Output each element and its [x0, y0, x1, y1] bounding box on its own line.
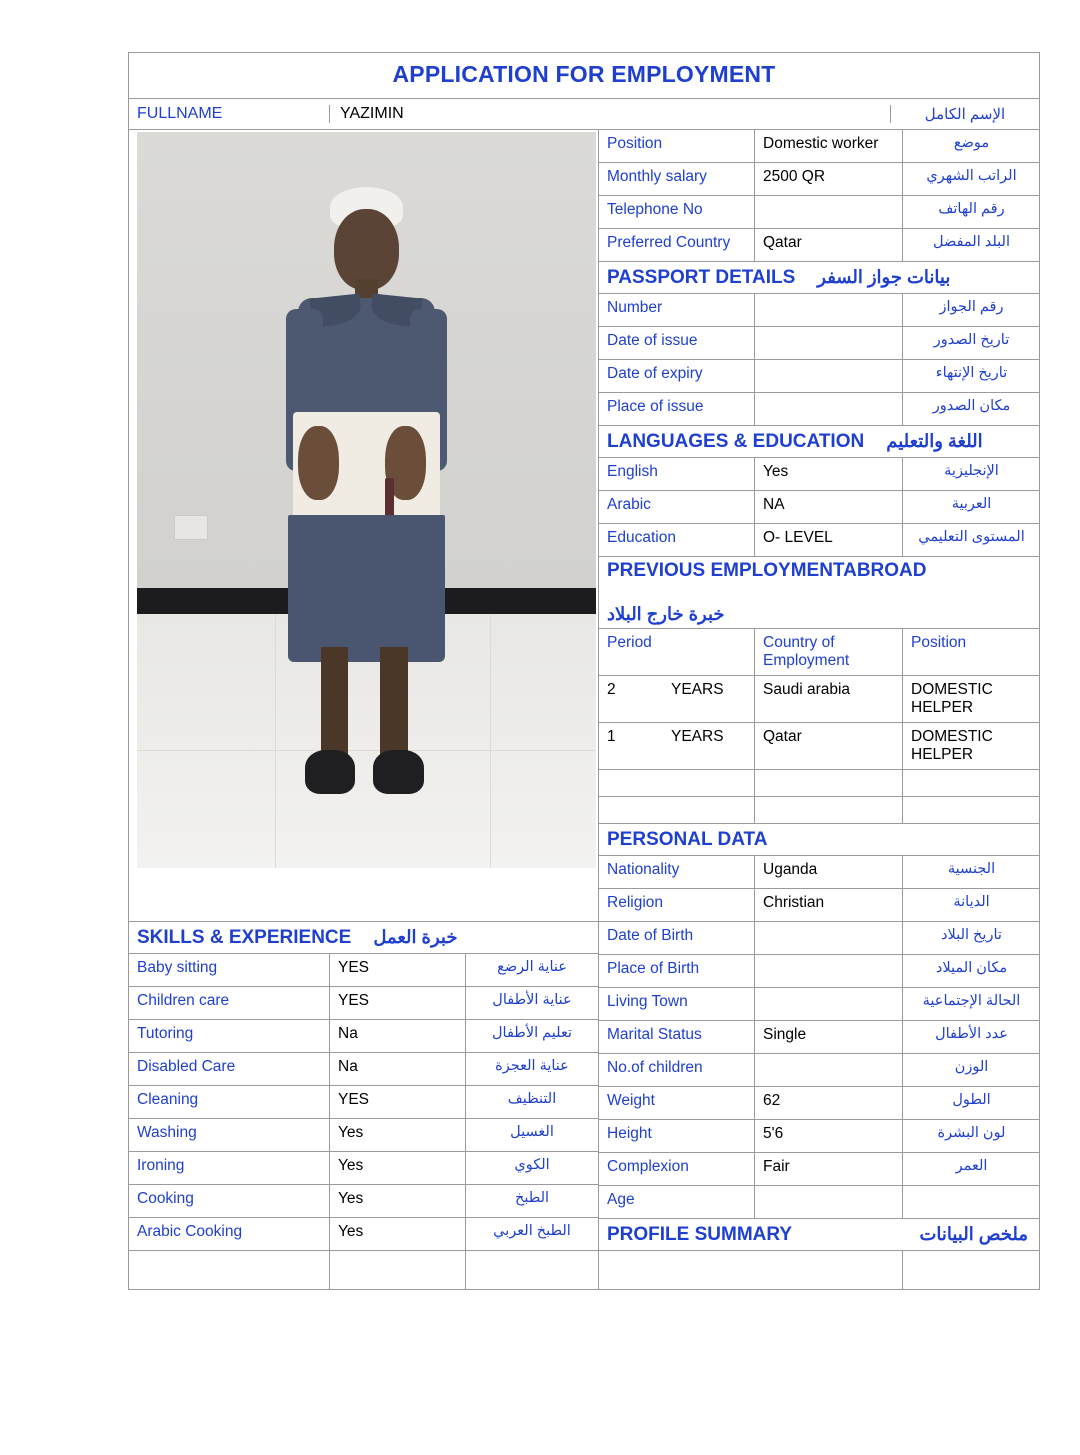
- dob-label: Date of Birth: [607, 927, 694, 944]
- arabic-value: NA: [754, 491, 902, 523]
- table-row: [599, 855, 1040, 888]
- marital-status-value: Single: [754, 1021, 902, 1053]
- profile-summary-heading-ar: ملخص البيانات: [919, 1224, 1028, 1244]
- profile-summary-body: [599, 1250, 1040, 1289]
- table-row: [129, 1184, 598, 1217]
- passport-expiry-label: Date of expiry: [607, 365, 703, 382]
- passport-place-value: [754, 393, 902, 425]
- table-row: [599, 293, 1040, 326]
- position-value: Domestic worker: [754, 130, 902, 162]
- table-row: [129, 1085, 598, 1118]
- education-label-arabic: المستوى التعليمي: [902, 524, 1040, 556]
- skill-label-arabic: التنظيف: [465, 1086, 598, 1118]
- skill-label: Children care: [137, 992, 230, 1009]
- marital-status-label-arabic: عدد الأطفال: [902, 1021, 1040, 1053]
- application-form: [128, 52, 1040, 1290]
- salary-value: 2500 QR: [754, 163, 902, 195]
- marital-status-label: Marital Status: [607, 1026, 702, 1043]
- profile-summary-heading-en: PROFILE SUMMARY: [607, 1223, 793, 1245]
- skill-label: Cooking: [137, 1190, 194, 1207]
- complexion-label-arabic: العمر: [902, 1153, 1040, 1185]
- passport-place-label-arabic: مكان الصدور: [902, 393, 1040, 425]
- telephone-label: Telephone No: [607, 201, 703, 218]
- fullname-label: FULLNAME: [137, 105, 223, 122]
- table-row: [599, 987, 1040, 1020]
- employment-heading-en: PREVIOUS EMPLOYMENTABROAD: [607, 560, 927, 581]
- preferred-country-label: Preferred Country: [607, 234, 731, 251]
- table-row: [599, 1185, 1040, 1218]
- skills-section-heading: [129, 921, 598, 953]
- skill-label-arabic: عناية الرضع: [465, 954, 598, 986]
- dob-value: [754, 922, 902, 954]
- skill-value: Yes: [329, 1218, 465, 1250]
- right-column: [599, 130, 1040, 1289]
- fullname-value: YAZIMIN: [329, 105, 891, 123]
- table-row: [599, 490, 1040, 523]
- passport-expiry-value: [754, 360, 902, 392]
- skill-value: Yes: [329, 1119, 465, 1151]
- skill-label: Washing: [137, 1124, 197, 1141]
- skills-heading-en: SKILLS & EXPERIENCE: [137, 926, 352, 948]
- english-label-arabic: الإنجليزية: [902, 458, 1040, 490]
- english-value: Yes: [754, 458, 902, 490]
- employment-period-unit: YEARS: [671, 681, 724, 698]
- pob-label-arabic: مكان الميلاد: [902, 955, 1040, 987]
- salary-label: Monthly salary: [607, 168, 707, 185]
- living-town-value: [754, 988, 902, 1020]
- employment-period-number: 1: [607, 728, 616, 745]
- arabic-label-arabic: العربية: [902, 491, 1040, 523]
- table-row: [129, 1052, 598, 1085]
- living-town-label-arabic: الحالة الإجتماعية: [902, 988, 1040, 1020]
- children-label-arabic: الوزن: [902, 1054, 1040, 1086]
- religion-label: Religion: [607, 894, 664, 911]
- table-row: [599, 1086, 1040, 1119]
- skill-label-arabic: عناية العجزة: [465, 1053, 598, 1085]
- table-row: [129, 1217, 598, 1250]
- passport-heading-ar: بيانات جواز السفر: [817, 267, 951, 287]
- education-value: O- LEVEL: [754, 524, 902, 556]
- fullname-label-arabic: الإسم الكامل: [924, 106, 1006, 123]
- employment-header-row: [599, 628, 1040, 675]
- employment-period-number: [599, 797, 663, 823]
- skill-label: Baby sitting: [137, 959, 218, 976]
- pob-value: [754, 955, 902, 987]
- profile-summary-heading: [599, 1218, 1040, 1250]
- skill-value: YES: [329, 1086, 465, 1118]
- employment-position: [902, 770, 1040, 796]
- passport-section-heading: [599, 261, 1040, 293]
- skill-value: YES: [329, 954, 465, 986]
- table-row: [599, 326, 1040, 359]
- height-label: Height: [607, 1125, 652, 1142]
- skill-label-arabic: الطبخ: [465, 1185, 598, 1217]
- table-row: [599, 675, 1040, 722]
- passport-number-label: Number: [607, 299, 663, 316]
- employment-section-heading: [599, 556, 1040, 628]
- employment-heading-ar: خبرة خارج البلاد: [607, 604, 725, 624]
- telephone-value: [754, 196, 902, 228]
- employment-country: [754, 770, 902, 796]
- skill-label-arabic: الكوي: [465, 1152, 598, 1184]
- living-town-label: Living Town: [607, 993, 688, 1010]
- age-label-arabic: [902, 1186, 1040, 1218]
- skill-value: Na: [329, 1053, 465, 1085]
- column-header-country: Country of Employment: [754, 629, 902, 675]
- table-row: [599, 162, 1040, 195]
- employment-period-unit: [663, 797, 754, 823]
- complexion-value: Fair: [754, 1153, 902, 1185]
- employment-position: DOMESTIC HELPER: [902, 723, 1040, 769]
- weight-label: Weight: [607, 1092, 655, 1109]
- complexion-label: Complexion: [607, 1158, 689, 1175]
- table-row: [129, 1118, 598, 1151]
- table-row: [129, 1019, 598, 1052]
- table-row: [599, 888, 1040, 921]
- nationality-label: Nationality: [607, 861, 680, 878]
- preferred-country-label-arabic: البلد المفضل: [902, 229, 1040, 261]
- height-value: 5'6: [754, 1120, 902, 1152]
- religion-value: Christian: [754, 889, 902, 921]
- education-label: Education: [607, 529, 676, 546]
- skill-label: Cleaning: [137, 1091, 199, 1108]
- skill-value: Yes: [329, 1152, 465, 1184]
- table-row: [599, 195, 1040, 228]
- weight-value: 62: [754, 1087, 902, 1119]
- languages-heading-ar: اللغة والتعليم: [886, 431, 983, 451]
- skill-label-arabic: الغسيل: [465, 1119, 598, 1151]
- position-label: Position: [607, 135, 663, 152]
- employment-period-unit: [663, 770, 754, 796]
- religion-label-arabic: الديانة: [902, 889, 1040, 921]
- preferred-country-value: Qatar: [754, 229, 902, 261]
- table-row: [599, 769, 1040, 796]
- age-label: Age: [607, 1191, 635, 1208]
- table-row: [599, 1152, 1040, 1185]
- children-label: No.of children: [607, 1059, 703, 1076]
- height-label-arabic: لون البشرة: [902, 1120, 1040, 1152]
- applicant-photo: [129, 130, 598, 870]
- skill-value: Na: [329, 1020, 465, 1052]
- skill-label: Disabled Care: [137, 1058, 236, 1075]
- employment-position: DOMESTIC HELPER: [902, 676, 1040, 722]
- table-row: [599, 796, 1040, 823]
- employment-period-number: [599, 770, 663, 796]
- passport-expiry-label-arabic: تاريخ الإنتهاء: [902, 360, 1040, 392]
- employment-country: Saudi arabia: [754, 676, 902, 722]
- passport-issue-label: Date of issue: [607, 332, 698, 349]
- passport-number-value: [754, 294, 902, 326]
- table-row: [599, 1119, 1040, 1152]
- fullname-row: [129, 99, 1039, 130]
- left-blank-area: [129, 870, 598, 921]
- employment-country: Qatar: [754, 723, 902, 769]
- nationality-value: Uganda: [754, 856, 902, 888]
- passport-place-label: Place of issue: [607, 398, 704, 415]
- personal-section-heading: [599, 823, 1040, 855]
- passport-heading-en: PASSPORT DETAILS: [607, 266, 796, 288]
- skill-value: YES: [329, 987, 465, 1019]
- skills-empty-row: [129, 1250, 598, 1289]
- form-body: [129, 130, 1039, 1289]
- skill-value: Yes: [329, 1185, 465, 1217]
- left-column: [129, 130, 599, 1289]
- table-row: [599, 954, 1040, 987]
- age-value: [754, 1186, 902, 1218]
- dob-label-arabic: تاريخ البلاد: [902, 922, 1040, 954]
- table-row: [599, 921, 1040, 954]
- table-row: [599, 523, 1040, 556]
- salary-label-arabic: الراتب الشهري: [902, 163, 1040, 195]
- weight-label-arabic: الطول: [902, 1087, 1040, 1119]
- telephone-label-arabic: رقم الهاتف: [902, 196, 1040, 228]
- passport-issue-value: [754, 327, 902, 359]
- table-row: [599, 228, 1040, 261]
- passport-issue-label-arabic: تاريخ الصدور: [902, 327, 1040, 359]
- skill-label: Tutoring: [137, 1025, 194, 1042]
- employment-period-unit: YEARS: [671, 728, 724, 745]
- table-row: [599, 392, 1040, 425]
- page-title: APPLICATION FOR EMPLOYMENT: [129, 53, 1039, 99]
- passport-number-label-arabic: رقم الجواز: [902, 294, 1040, 326]
- position-label-arabic: موضع: [902, 130, 1040, 162]
- table-row: [129, 1151, 598, 1184]
- table-row: [599, 1053, 1040, 1086]
- table-row: [599, 722, 1040, 769]
- table-row: [129, 986, 598, 1019]
- arabic-label: Arabic: [607, 496, 651, 513]
- nationality-label-arabic: الجنسية: [902, 856, 1040, 888]
- employment-country: [754, 797, 902, 823]
- employment-position: [902, 797, 1040, 823]
- children-value: [754, 1054, 902, 1086]
- table-row: [599, 457, 1040, 490]
- column-header-period: Period: [607, 634, 652, 651]
- column-header-position: Position: [902, 629, 1040, 675]
- skill-label: Arabic Cooking: [137, 1223, 243, 1240]
- languages-heading-en: LANGUAGES & EDUCATION: [607, 430, 865, 452]
- table-row: [599, 130, 1040, 162]
- skill-label-arabic: عناية الأطفال: [465, 987, 598, 1019]
- english-label: English: [607, 463, 658, 480]
- skill-label-arabic: الطبخ العربي: [465, 1218, 598, 1250]
- pob-label: Place of Birth: [607, 960, 700, 977]
- table-row: [129, 953, 598, 986]
- languages-section-heading: [599, 425, 1040, 457]
- table-row: [599, 1020, 1040, 1053]
- employment-period-number: 2: [607, 681, 616, 698]
- personal-heading-en: PERSONAL DATA: [607, 828, 768, 850]
- skill-label: Ironing: [137, 1157, 185, 1174]
- skills-heading-ar: خبرة العمل: [373, 927, 458, 947]
- table-row: [599, 359, 1040, 392]
- skill-label-arabic: تعليم الأطفال: [465, 1020, 598, 1052]
